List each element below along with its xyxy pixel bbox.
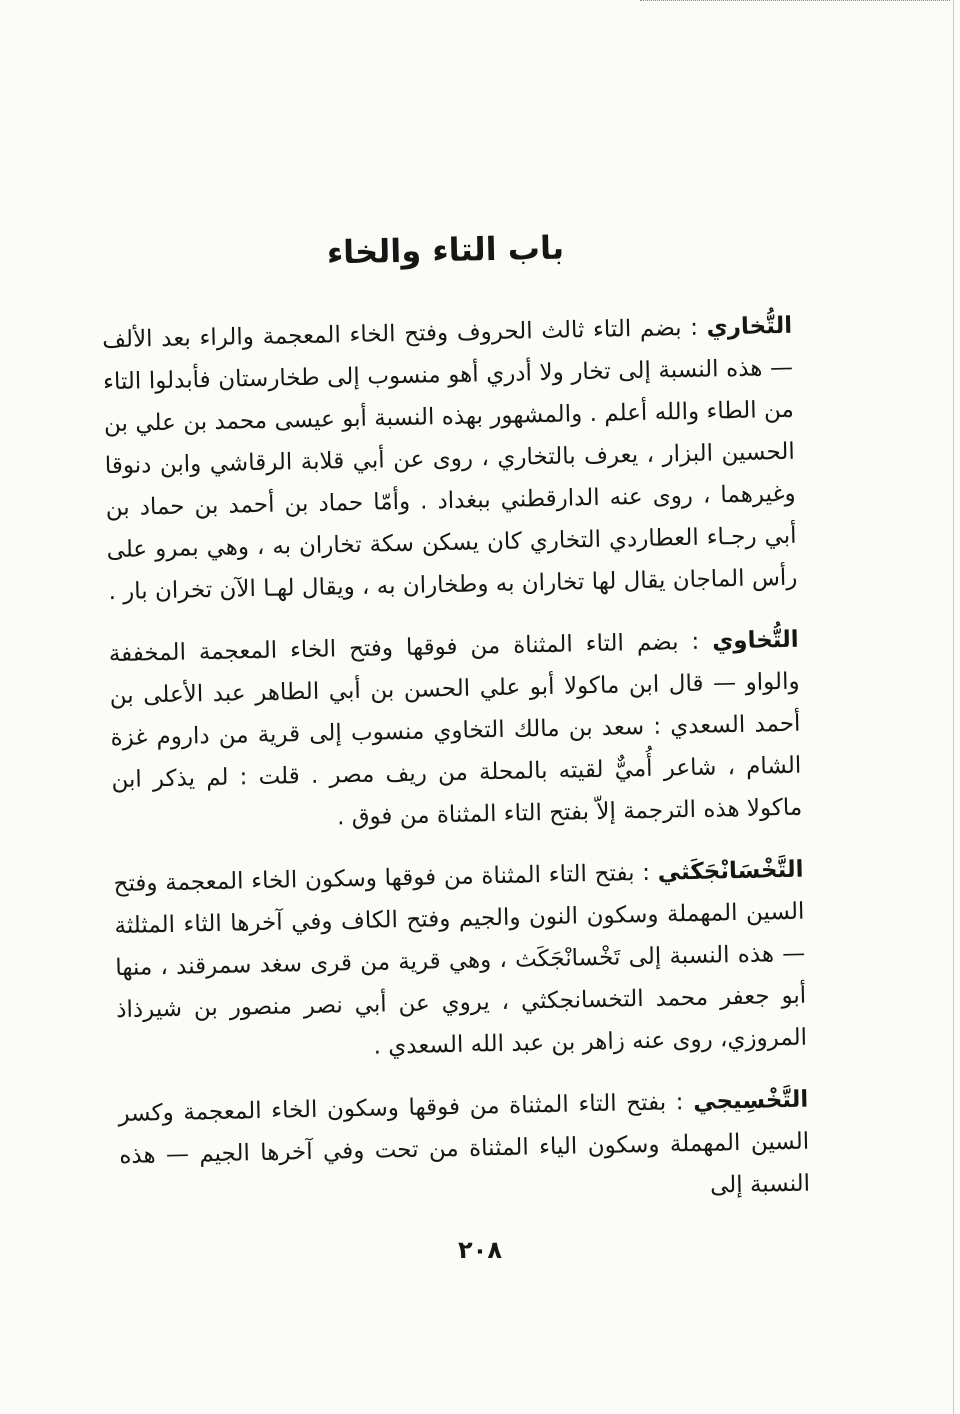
entry-term: التُّخاري: [706, 312, 793, 341]
page-content: [100, 223, 811, 1239]
entry-text: : بفتح التاء المثناة من فوقها وسكون الخاء المعجمة وكسر السين المهملة وسكون الياء المثناة من تحت وفي آخرها الجيم — هذه النسبة إلى: [118, 1088, 811, 1199]
page-edge-top: [640, 0, 950, 1]
chapter-heading: باب التاء والخاء: [326, 228, 565, 272]
page-edge-right: [953, 0, 954, 1414]
entry-term: التَّخْسَانْجَكَثي: [657, 856, 804, 886]
entry-text: : بفتح التاء المثناة من فوقها وسكون الخاء المعجمة وفتح السين المهملة وسكون النون والجيم وفتح الكاف وفي آخرها الثاء المثلثة — هذه النسبة إلى تَخْسانْجَكَث ، وهي قرية من قرى سغد سمرقند ، منها أبو جعفر محمد التخسانجكثي ، يروي عن أبي نصر منصور بن شيرذاذ المروزي، روى عنه زاهر بن عبد الله السعدي .: [113, 859, 808, 1060]
entry-tukhawi: [108, 618, 802, 842]
entry-text: : بضم التاء المثناة من فوقها وفتح الخاء المعجمة المخففة والواو — قال ابن ماكولا أبو علي الحسن بن أبي الطاهر عبد الأعلى بن أحمد السعدي : سعد بن مالك التخاوي منسوب إلى قرية من داروم غزة الشام ، شاعر أُميٌّ لقيته بالمحلة من ريف مصر . قلت : لم يذكر ابن ماكولا هذه الترجمة إلاّ بفتح التاء المثناة من فوق .: [108, 628, 803, 830]
entry-term: التَّخْسِيجي: [692, 1086, 809, 1115]
entry-text: : بضم التاء ثالث الحروف وفتح الخاء المعجمة والراء بعد الألف — هذه النسبة إلى تخار ولا أدري أهو منسوب إلى طخارستان فأبدلوا التاء من الطاء والله أعلم . والمشهور بهذه النسبة أبو عيسى محمد بن علي بن الحسين البزار ، يعرف بالتخاري ، روى عن أبي قلابة الرقاشي وابن دنوقا وغيرهما ، روى عنه الدارقطني ببغداد . وأمّا حماد بن أحمد بن حماد بن أبي رجـاء العطاردي التخاري كان يسكن سكة تخاران به ، وهي بمرو على رأس الماجان يقال لها تخاران به وطخاران به ، ويقال لهـا الآن تخران بار .: [101, 314, 798, 605]
entry-takhsanjakathi: [113, 848, 807, 1072]
entry-term: التُّخاوي: [711, 626, 799, 655]
entry-tukhari: [102, 304, 798, 612]
entry-takhsiji: [118, 1078, 810, 1218]
page-number: ٢٠٨: [458, 1236, 502, 1264]
